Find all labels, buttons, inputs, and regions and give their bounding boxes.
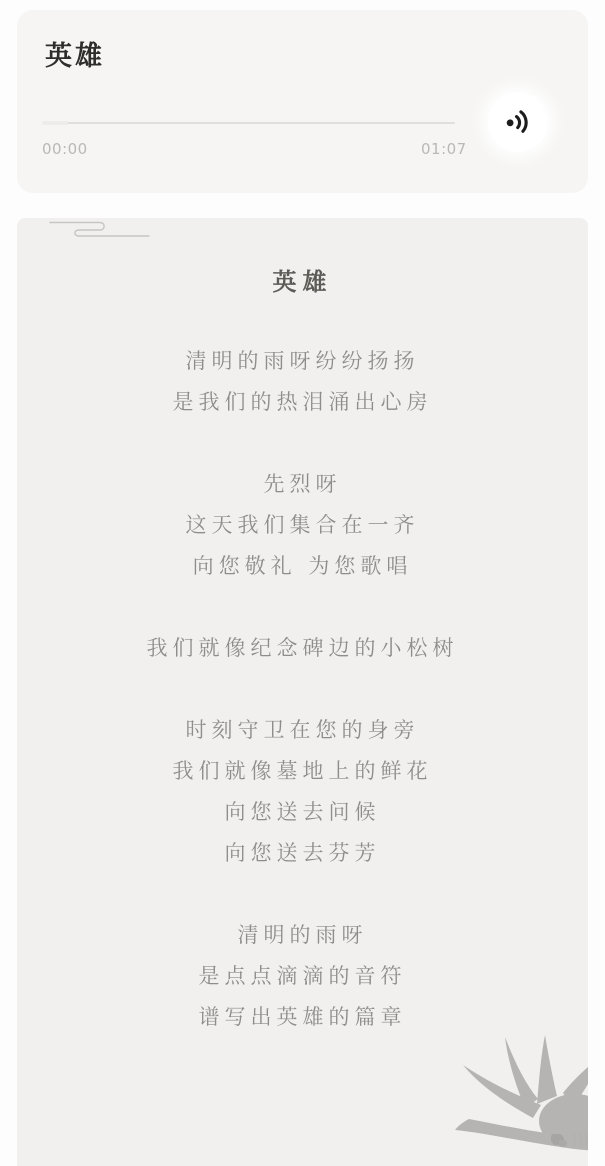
watermark	[551, 1131, 588, 1149]
time-elapsed: 00:00	[42, 140, 88, 158]
time-duration: 01:07	[421, 140, 467, 158]
stanza	[17, 915, 588, 1038]
stanza	[17, 464, 588, 587]
audio-player-card	[17, 10, 588, 193]
progress-elapsed-segment	[42, 121, 68, 125]
lyric-line: 清明的雨呀纷纷扬扬	[185, 349, 420, 373]
lyrics-body	[17, 341, 588, 1038]
lyric-line: 向您送去问候	[224, 800, 381, 824]
lyric-line: 是点点滴滴的音符	[198, 964, 407, 988]
stanza	[17, 341, 588, 423]
lyrics-title: 英雄	[272, 268, 333, 296]
cloud-scroll-icon	[48, 219, 152, 243]
lyric-line: 先烈呀	[263, 472, 342, 496]
speaker-wave-icon	[501, 105, 535, 139]
lyric-line: 是我们的热泪涌出心房	[172, 390, 433, 414]
play-audio-button[interactable]	[488, 92, 548, 152]
lyric-line: 向您送去芬芳	[224, 841, 381, 865]
stanza	[17, 710, 588, 874]
player-title: 英雄	[45, 41, 105, 72]
lyric-line: 向您敬礼 为您歌唱	[192, 554, 413, 578]
lyric-line: 我们就像墓地上的鲜花	[172, 759, 433, 783]
progress-bar[interactable]	[42, 122, 455, 124]
lyric-line: 清明的雨呀	[237, 923, 368, 947]
lyric-line: 这天我们集合在一齐	[185, 513, 420, 537]
lyric-line: 时刻守卫在您的身旁	[185, 718, 420, 742]
lyrics-card	[17, 218, 588, 1166]
lyric-line: 谱写出英雄的篇章	[198, 1005, 407, 1029]
stanza	[17, 628, 588, 669]
lyric-line: 我们就像纪念碑边的小松树	[146, 636, 459, 660]
